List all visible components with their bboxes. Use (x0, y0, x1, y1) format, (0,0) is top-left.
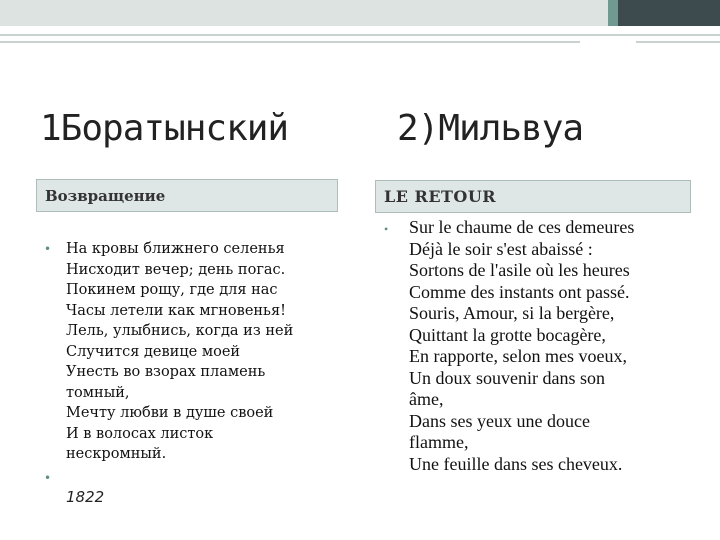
poem-line (40, 280, 340, 301)
poem-line-text: Déjà le soir s'est abaissé : (409, 238, 593, 259)
poem-line (384, 303, 704, 325)
poem-line (384, 368, 704, 390)
poem-line (384, 432, 704, 454)
divider-line (0, 34, 668, 36)
poem-french (384, 217, 704, 475)
heading-right: 2)Мильвуа (397, 108, 584, 149)
bullet-icon: • (384, 222, 389, 236)
poem-line-text: И в волосах листок (66, 425, 214, 442)
poem-russian (40, 239, 340, 465)
poem-line (40, 342, 340, 363)
poem-line-text: Comme des instants ont passé. (409, 281, 630, 302)
bullet-icon: • (44, 471, 52, 485)
subhead-left (36, 179, 338, 212)
poem-line (40, 321, 340, 342)
poem-line-text: Унесть во взорах пламень (66, 364, 266, 380)
poem-line (40, 260, 340, 281)
subhead-right (375, 180, 691, 213)
poem-line-text: Une feuille dans ses cheveux. (409, 453, 623, 474)
poem-line-text: Sur le chaume de ces demeures (409, 217, 635, 237)
poem-line (384, 454, 704, 476)
poem-line (384, 325, 704, 347)
poem-line (40, 362, 340, 383)
poem-year: 1822 (66, 488, 105, 506)
poem-line (40, 301, 340, 322)
poem-line-text: Часы летели как мгновенья! (66, 302, 286, 319)
top-decorative-band (0, 0, 720, 26)
poem-line (384, 260, 704, 282)
poem-line-text: Покинем рощу, где для нас (66, 282, 278, 298)
band-accent (608, 0, 618, 26)
poem-line-text: Случится девице моей (66, 343, 241, 360)
poem-line-text: нескромный. (66, 446, 167, 462)
poem-line-text: На кровы ближнего селенья (66, 241, 285, 257)
divider-line (636, 41, 720, 43)
poem-line-text: Quittant la grotte bocagère, (409, 324, 606, 345)
poem-line (384, 239, 704, 261)
band-light (0, 0, 612, 26)
poem-line-text: flamme, (409, 432, 469, 452)
subhead-right-label: LE RETOUR (384, 187, 497, 206)
poem-line-text: томный, (66, 384, 130, 401)
poem-line (384, 217, 704, 239)
poem-line (40, 239, 340, 260)
poem-line-text: Нисходит вечер; день погас. (66, 261, 286, 278)
poem-line (40, 444, 340, 465)
poem-line (384, 389, 704, 411)
poem-line (40, 383, 340, 404)
poem-line-text: Dans ses yeux une douce (409, 410, 590, 431)
poem-line-text: En rapporte, selon mes voeux, (409, 346, 627, 366)
bullet-icon: • (44, 242, 52, 256)
divider-line (0, 41, 580, 43)
poem-line-text: Un doux souvenir dans son (409, 367, 605, 388)
poem-line (40, 403, 340, 424)
poem-line (384, 411, 704, 433)
heading-left: 1Боратынский (40, 108, 289, 149)
poem-line-text: Sortons de l'asile où les heures (409, 260, 630, 280)
band-dark (618, 0, 720, 26)
poem-line-text: âme, (409, 389, 444, 409)
poem-line-text: Souris, Amour, si la bergère, (409, 303, 615, 323)
poem-line-text: Мечту любви в душе своей (66, 405, 274, 421)
divider-line (612, 34, 720, 36)
poem-line-text: Лель, улыбнись, когда из ней (66, 323, 294, 339)
poem-line (384, 282, 704, 304)
poem-line (384, 346, 704, 368)
poem-line (40, 424, 340, 445)
subhead-left-label: Возвращение (45, 186, 166, 205)
